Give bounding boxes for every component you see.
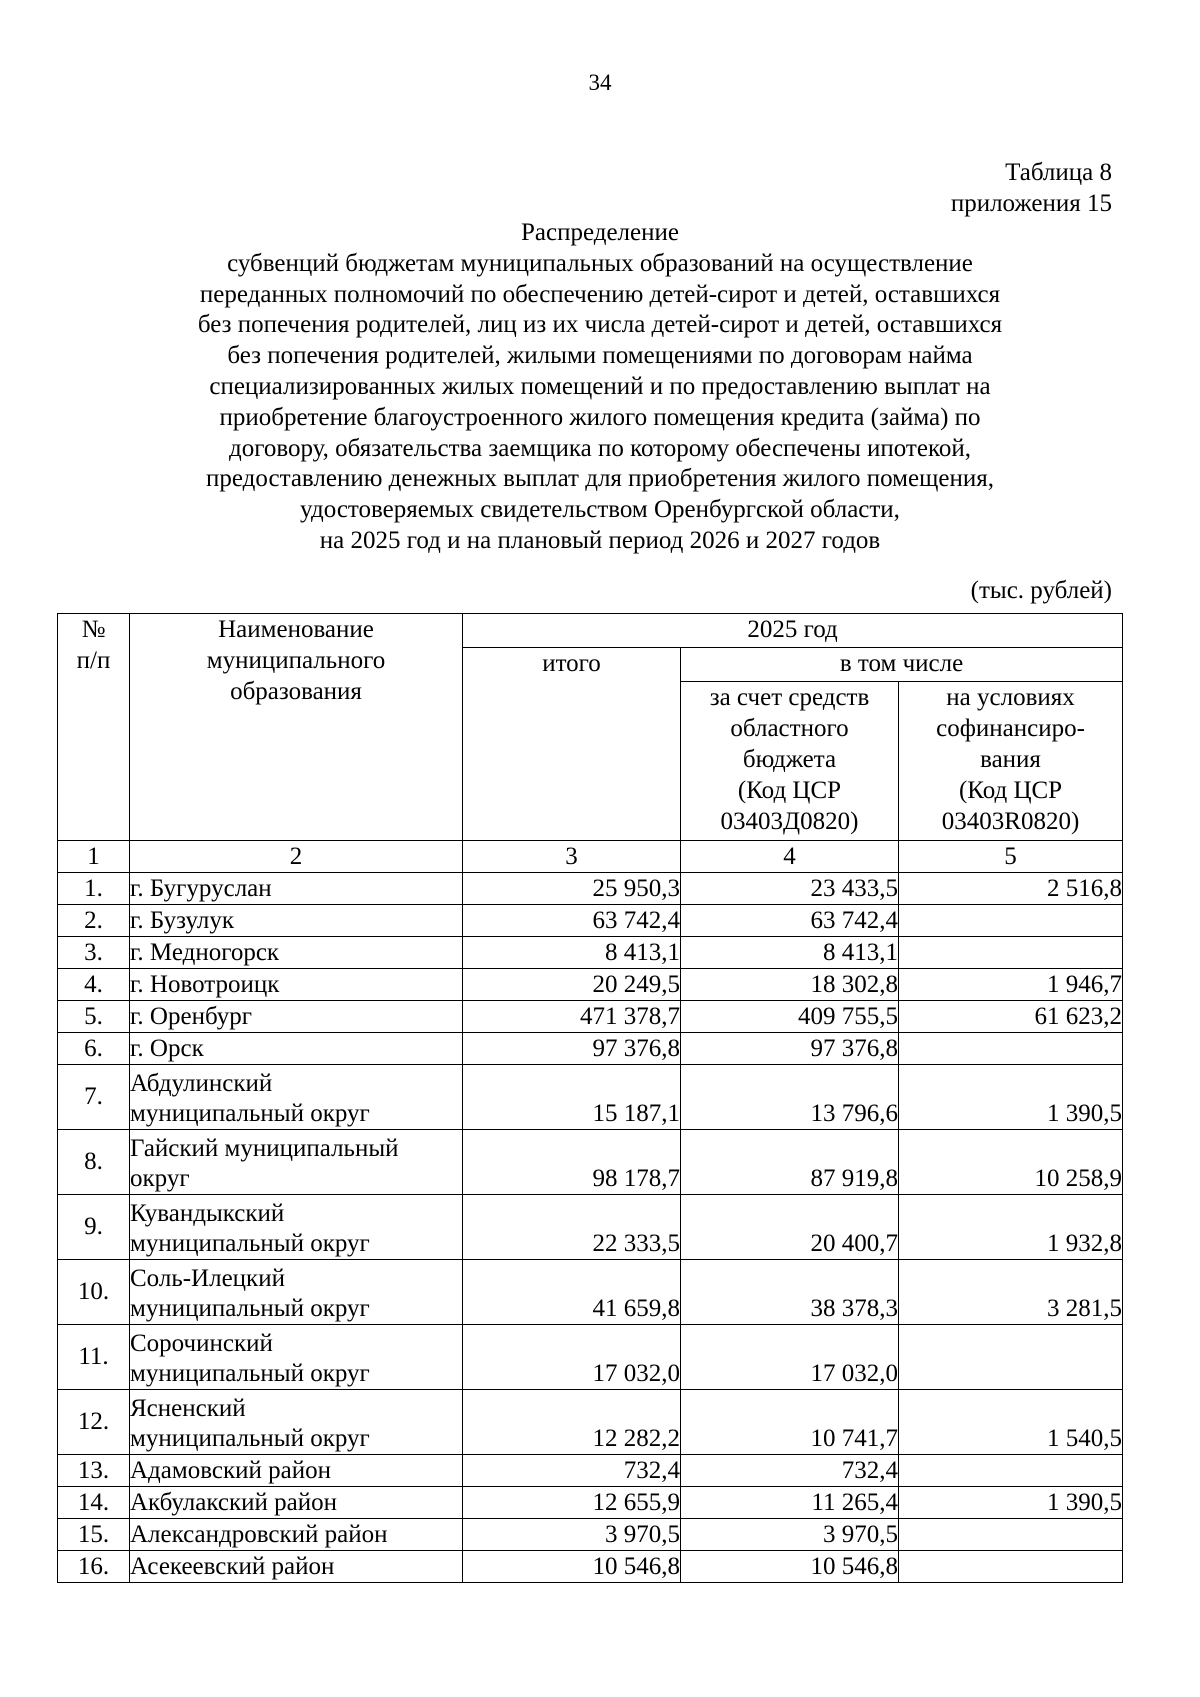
municipality-name-line: Гайский муниципальный <box>130 1135 399 1162</box>
row-number: 11. <box>58 1325 130 1390</box>
row-number: 7. <box>58 1065 130 1130</box>
municipality-name-line: муниципальный округ <box>130 1360 370 1387</box>
municipality-name <box>130 1551 463 1583</box>
table-label-line: приложения 15 <box>950 190 1112 217</box>
table-row <box>58 1455 1123 1487</box>
regional-amount: 732,4 <box>681 1455 899 1487</box>
municipality-name <box>130 1033 463 1065</box>
header-regional-line: областного <box>730 715 849 742</box>
regional-amount: 11 265,4 <box>681 1487 899 1519</box>
cofinancing-amount: 2 516,8 <box>899 873 1123 905</box>
title-line: без попечения родителей, жилыми помещениями по договорам найма <box>227 342 973 370</box>
row-number: 9. <box>58 1195 130 1260</box>
column-number: 2 <box>130 841 463 873</box>
header-regional-line: 03403Д0820) <box>720 808 859 835</box>
table-row <box>58 873 1123 905</box>
regional-amount: 10 741,7 <box>681 1390 899 1455</box>
table-row <box>58 1260 1123 1325</box>
title-line: специализированных жилых помещений и по предоставлению выплат на <box>209 372 991 400</box>
column-number: 4 <box>681 841 899 873</box>
municipality-name <box>130 1519 463 1551</box>
municipality-name <box>130 1487 463 1519</box>
regional-amount: 38 378,3 <box>681 1260 899 1325</box>
municipality-name-line: г. Орск <box>130 1035 204 1062</box>
header-name <box>130 614 463 841</box>
row-number: 8. <box>58 1130 130 1195</box>
header-num-line: п/п <box>76 647 111 674</box>
header-cofin <box>899 682 1123 841</box>
table-row <box>58 1001 1123 1033</box>
row-number: 1. <box>58 873 130 905</box>
document-title <box>150 218 1050 557</box>
table-row <box>58 1065 1123 1130</box>
cofinancing-amount: 10 258,9 <box>899 1130 1123 1195</box>
municipality-name-line: Ясненский <box>130 1395 246 1422</box>
total-amount: 15 187,1 <box>463 1065 681 1130</box>
municipality-name <box>130 969 463 1001</box>
municipality-name <box>130 1260 463 1325</box>
municipality-name-line: муниципальный округ <box>130 1295 370 1322</box>
cofinancing-amount: 1 390,5 <box>899 1065 1123 1130</box>
municipality-name-line: Асекеевский район <box>130 1553 335 1580</box>
row-number: 6. <box>58 1033 130 1065</box>
regional-amount: 13 796,6 <box>681 1065 899 1130</box>
municipality-name <box>130 873 463 905</box>
regional-amount: 409 755,5 <box>681 1001 899 1033</box>
row-number: 13. <box>58 1455 130 1487</box>
header-cofin-line: софинансиро- <box>936 715 1085 742</box>
municipality-name <box>130 1455 463 1487</box>
regional-amount: 10 546,8 <box>681 1551 899 1583</box>
municipality-name-line: г. Бугуруслан <box>130 875 272 902</box>
header-name-line: образования <box>230 678 362 705</box>
municipality-name-line: Александровский район <box>130 1521 388 1548</box>
header-including: в том числе <box>681 648 1123 682</box>
header-cofin-line: вания <box>980 746 1041 773</box>
cofinancing-amount: 1 946,7 <box>899 969 1123 1001</box>
header-num-line: № <box>81 616 106 643</box>
cofinancing-amount <box>899 1325 1123 1390</box>
header-cofin-line: (Код ЦСР <box>958 777 1063 804</box>
municipality-name-line: Адамовский район <box>130 1457 331 1484</box>
table-row <box>58 1130 1123 1195</box>
table-row <box>58 1519 1123 1551</box>
row-number: 15. <box>58 1519 130 1551</box>
total-amount: 10 546,8 <box>463 1551 681 1583</box>
table-row <box>58 1195 1123 1260</box>
cofinancing-amount: 3 281,5 <box>899 1260 1123 1325</box>
subsidy-table <box>57 613 1123 1583</box>
regional-amount: 63 742,4 <box>681 905 899 937</box>
municipality-name <box>130 1195 463 1260</box>
municipality-name-line: Соль-Илецкий <box>130 1265 285 1292</box>
title-line: договору, обязательства заемщика по которому обеспечены ипотекой, <box>229 434 971 462</box>
title-line: предоставлению денежных выплат для приобретения жилого помещения, <box>206 465 994 493</box>
column-number: 3 <box>463 841 681 873</box>
municipality-name-line: муниципальный округ <box>130 1100 370 1127</box>
header-cofin-line: 03403R0820) <box>941 808 1080 835</box>
cofinancing-amount: 1 390,5 <box>899 1487 1123 1519</box>
row-number: 4. <box>58 969 130 1001</box>
table-row <box>58 1390 1123 1455</box>
title-line: без попечения родителей, лиц из их числа детей-сирот и детей, оставшихся <box>197 311 1003 339</box>
municipality-name-line: г. Оренбург <box>130 1003 252 1030</box>
total-amount: 41 659,8 <box>463 1260 681 1325</box>
row-number: 16. <box>58 1551 130 1583</box>
total-amount: 98 178,7 <box>463 1130 681 1195</box>
table-row <box>58 1325 1123 1390</box>
page-number: 34 <box>588 70 612 95</box>
municipality-name <box>130 1001 463 1033</box>
municipality-name-line: г. Медногорск <box>130 939 280 966</box>
title-line: на 2025 год и на плановый период 2026 и 2027 годов <box>319 526 881 554</box>
row-number: 3. <box>58 937 130 969</box>
regional-amount: 18 302,8 <box>681 969 899 1001</box>
title-line: субвенций бюджетам муниципальных образований на осуществление <box>227 249 973 277</box>
header-num <box>58 614 130 841</box>
header-year: 2025 год <box>463 614 1123 648</box>
regional-amount: 23 433,5 <box>681 873 899 905</box>
row-number: 12. <box>58 1390 130 1455</box>
municipality-name-line: Абдулинский <box>130 1070 273 1097</box>
table-row <box>58 1487 1123 1519</box>
total-amount: 25 950,3 <box>463 873 681 905</box>
total-amount: 63 742,4 <box>463 905 681 937</box>
table-label-line: Таблица 8 <box>1005 159 1112 186</box>
municipality-name <box>130 905 463 937</box>
title-line: Распределение <box>521 219 679 246</box>
header-name-line: муниципального <box>206 647 386 674</box>
row-number: 10. <box>58 1260 130 1325</box>
table-row <box>58 1033 1123 1065</box>
header-regional-line: за счет средств <box>709 684 870 711</box>
cofinancing-amount: 1 540,5 <box>899 1390 1123 1455</box>
cofinancing-amount: 61 623,2 <box>899 1001 1123 1033</box>
regional-amount: 3 970,5 <box>681 1519 899 1551</box>
header-cofin-line: на условиях <box>946 684 1075 711</box>
total-amount: 3 970,5 <box>463 1519 681 1551</box>
title-line: удостоверяемых свидетельством Оренбургской области, <box>300 496 900 524</box>
municipality-name-line: муниципальный округ <box>130 1425 370 1452</box>
table-row <box>58 937 1123 969</box>
municipality-name-line: муниципальный округ <box>130 1230 370 1257</box>
total-amount: 471 378,7 <box>463 1001 681 1033</box>
column-number: 1 <box>58 841 130 873</box>
cofinancing-amount <box>899 905 1123 937</box>
column-numbers-row <box>58 841 1123 873</box>
total-amount: 8 413,1 <box>463 937 681 969</box>
cofinancing-amount <box>899 1519 1123 1551</box>
municipality-name <box>130 1390 463 1455</box>
column-number: 5 <box>899 841 1123 873</box>
units-label: (тыс. рублей) <box>970 577 1112 604</box>
row-number: 2. <box>58 905 130 937</box>
total-amount: 97 376,8 <box>463 1033 681 1065</box>
municipality-name <box>130 1065 463 1130</box>
row-number: 14. <box>58 1487 130 1519</box>
total-amount: 22 333,5 <box>463 1195 681 1260</box>
regional-amount: 8 413,1 <box>681 937 899 969</box>
table-row <box>58 969 1123 1001</box>
header-regional-line: бюджета <box>742 746 837 773</box>
title-line: переданных полномочий по обеспечению детей-сирот и детей, оставшихся <box>199 280 1001 308</box>
cofinancing-amount: 1 932,8 <box>899 1195 1123 1260</box>
municipality-name-line: г. Новотроицк <box>130 971 280 998</box>
header-regional <box>681 682 899 841</box>
municipality-name-line: Кувандыкский <box>130 1200 285 1227</box>
regional-amount: 87 919,8 <box>681 1130 899 1195</box>
cofinancing-amount <box>899 937 1123 969</box>
table-label <box>951 157 1112 219</box>
total-amount: 17 032,0 <box>463 1325 681 1390</box>
municipality-name <box>130 937 463 969</box>
municipality-name-line: Сорочинский <box>130 1330 273 1357</box>
total-amount: 12 282,2 <box>463 1390 681 1455</box>
cofinancing-amount <box>899 1455 1123 1487</box>
cofinancing-amount <box>899 1551 1123 1583</box>
header-regional-line: (Код ЦСР <box>737 777 842 804</box>
table-row <box>58 905 1123 937</box>
cofinancing-amount <box>899 1033 1123 1065</box>
regional-amount: 20 400,7 <box>681 1195 899 1260</box>
municipality-name-line: округ <box>130 1165 190 1192</box>
total-amount: 12 655,9 <box>463 1487 681 1519</box>
regional-amount: 17 032,0 <box>681 1325 899 1390</box>
header-total: итого <box>463 648 681 841</box>
municipality-name <box>130 1325 463 1390</box>
total-amount: 732,4 <box>463 1455 681 1487</box>
municipality-name <box>130 1130 463 1195</box>
regional-amount: 97 376,8 <box>681 1033 899 1065</box>
header-name-line: Наименование <box>218 616 374 643</box>
row-number: 5. <box>58 1001 130 1033</box>
municipality-name-line: Акбулакский район <box>130 1489 337 1516</box>
total-amount: 20 249,5 <box>463 969 681 1001</box>
table-row <box>58 1551 1123 1583</box>
municipality-name-line: г. Бузулук <box>130 907 235 934</box>
title-line: приобретение благоустроенного жилого помещения кредита (займа) по <box>219 403 981 431</box>
